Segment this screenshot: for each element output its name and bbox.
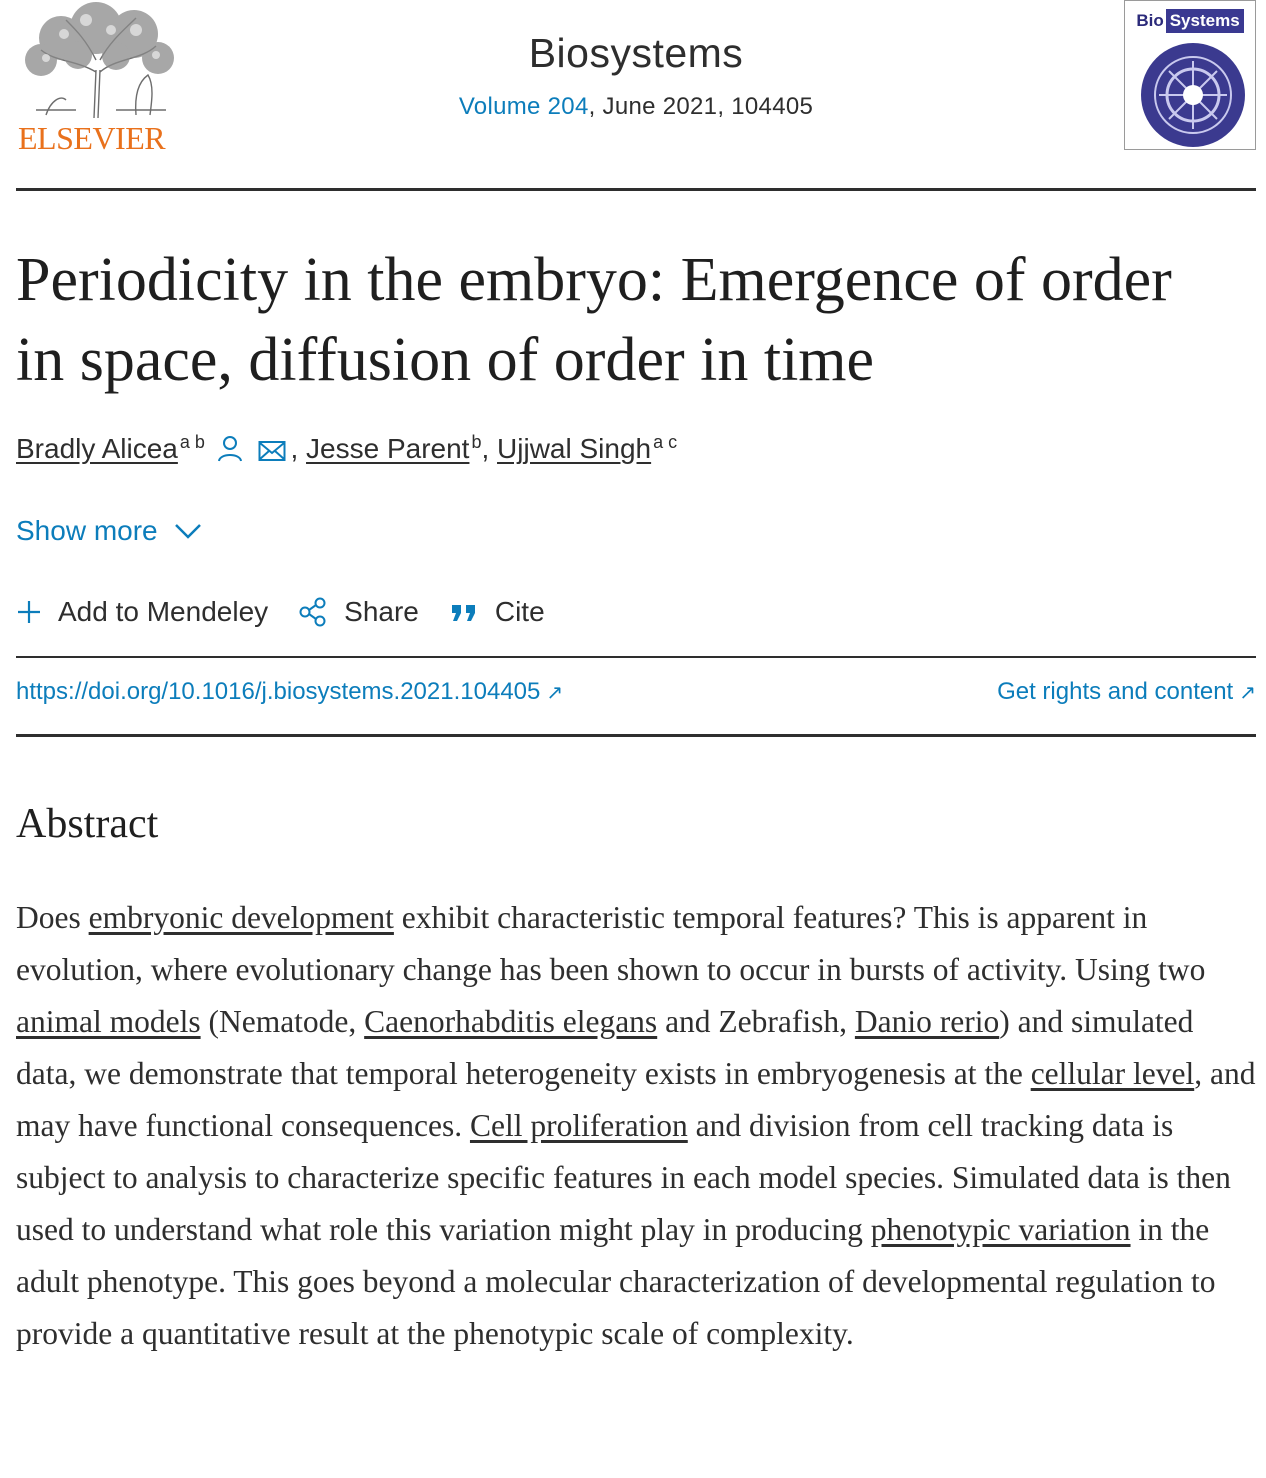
doi-link[interactable] <box>16 678 563 706</box>
topic-link-cell-proliferation[interactable]: Cell proliferation <box>469 1108 688 1143</box>
issue-details: , June 2021, 104405 <box>588 93 814 120</box>
abstract-heading: Abstract <box>16 801 159 847</box>
share-label: Share <box>344 596 419 627</box>
topic-link-embryonic-development[interactable]: embryonic development <box>88 900 394 935</box>
affiliation-marks[interactable]: a b <box>179 432 205 452</box>
abstract-segment: exhibit characteristic temporal features? This is apparent in evolution, where evolutionary change has been shown to occur in bursts of activity. Using two <box>16 900 1206 987</box>
author-list <box>16 432 677 469</box>
cite-button[interactable] <box>449 596 545 628</box>
abstract-segment: (Nematode, <box>200 1004 365 1039</box>
topic-link-phenotypic-variation[interactable]: phenotypic variation <box>870 1212 1131 1247</box>
author-separator: , <box>481 433 498 464</box>
share-button[interactable] <box>298 596 419 628</box>
abstract-segment: in the adult phenotype. This goes beyond a molecular characterization of developmental regulation to provide a quantitative result at the phenotypic scale of complexity. <box>16 1212 1216 1351</box>
plus-icon <box>16 599 42 625</box>
author-separator: , <box>290 433 307 464</box>
volume-link[interactable]: Volume 204 <box>458 93 589 120</box>
journal-info <box>16 30 1256 121</box>
external-link-icon: ↗ <box>1239 682 1256 704</box>
abstract-segment: and division from cell tracking data is subject to analysis to characterize specific features in each model species. Simulated data is then used to understand what role this variation might play in producing <box>16 1108 1231 1247</box>
cover-systems-text: Systems <box>1166 9 1244 33</box>
elsevier-wordmark: ELSEVIER <box>18 120 166 156</box>
abstract-segment: , and may have functional consequences. <box>16 1056 1256 1143</box>
topic-link-c-elegans[interactable]: Caenorhabditis elegans <box>364 1004 658 1039</box>
author-link-singh[interactable]: Ujjwal Singh <box>497 433 652 464</box>
affiliation-marks[interactable]: b <box>471 432 482 452</box>
add-to-mendeley-button[interactable] <box>16 596 268 628</box>
share-icon <box>298 597 328 627</box>
show-more-label: Show more <box>16 515 158 546</box>
author-link-parent[interactable]: Jesse Parent <box>306 433 470 464</box>
cover-emblem-icon <box>1125 41 1255 149</box>
header-divider <box>16 188 1256 191</box>
abstract-text <box>16 892 1261 1360</box>
abstract-segment: and Zebrafish, <box>657 1004 855 1039</box>
journal-meta <box>16 93 1256 121</box>
affiliation-marks[interactable]: a c <box>653 432 678 452</box>
cover-bio-text: Bio <box>1136 11 1164 30</box>
journal-title-link[interactable]: Biosystems <box>528 30 744 76</box>
chevron-down-icon <box>174 515 202 547</box>
doi-top-divider <box>16 656 1256 658</box>
external-link-icon: ↗ <box>546 682 564 704</box>
person-icon[interactable] <box>217 434 243 469</box>
journal-header <box>16 0 1256 190</box>
show-more-button[interactable] <box>16 515 202 547</box>
author-link-alicea[interactable]: Bradly Alicea <box>16 433 178 464</box>
cite-label: Cite <box>494 596 545 627</box>
add-to-mendeley-label: Add to Mendeley <box>58 596 269 627</box>
rights-text: Get rights and content <box>997 678 1234 705</box>
email-icon[interactable] <box>258 437 286 469</box>
rights-link[interactable] <box>997 678 1256 706</box>
topic-link-cellular-level[interactable]: cellular level <box>1030 1056 1195 1091</box>
quote-icon <box>449 599 479 625</box>
doi-text: https://doi.org/10.1016/j.biosystems.2021.104405 <box>16 678 541 705</box>
abstract-segment: ) and simulated data, we demonstrate that temporal heterogeneity exists in embryogenesis at the <box>16 1004 1194 1091</box>
article-title: Periodicity in the embryo: Emergence of order in space, diffusion of order in time <box>16 246 1172 394</box>
abstract-segment: Does <box>16 900 89 935</box>
journal-cover-image[interactable] <box>1124 0 1256 150</box>
cover-title <box>1125 1 1255 41</box>
article-actions <box>16 596 575 628</box>
topic-link-danio-rerio[interactable]: Danio rerio <box>854 1004 1000 1039</box>
topic-link-animal-models[interactable]: animal models <box>16 1004 201 1039</box>
doi-bottom-divider <box>16 734 1256 737</box>
